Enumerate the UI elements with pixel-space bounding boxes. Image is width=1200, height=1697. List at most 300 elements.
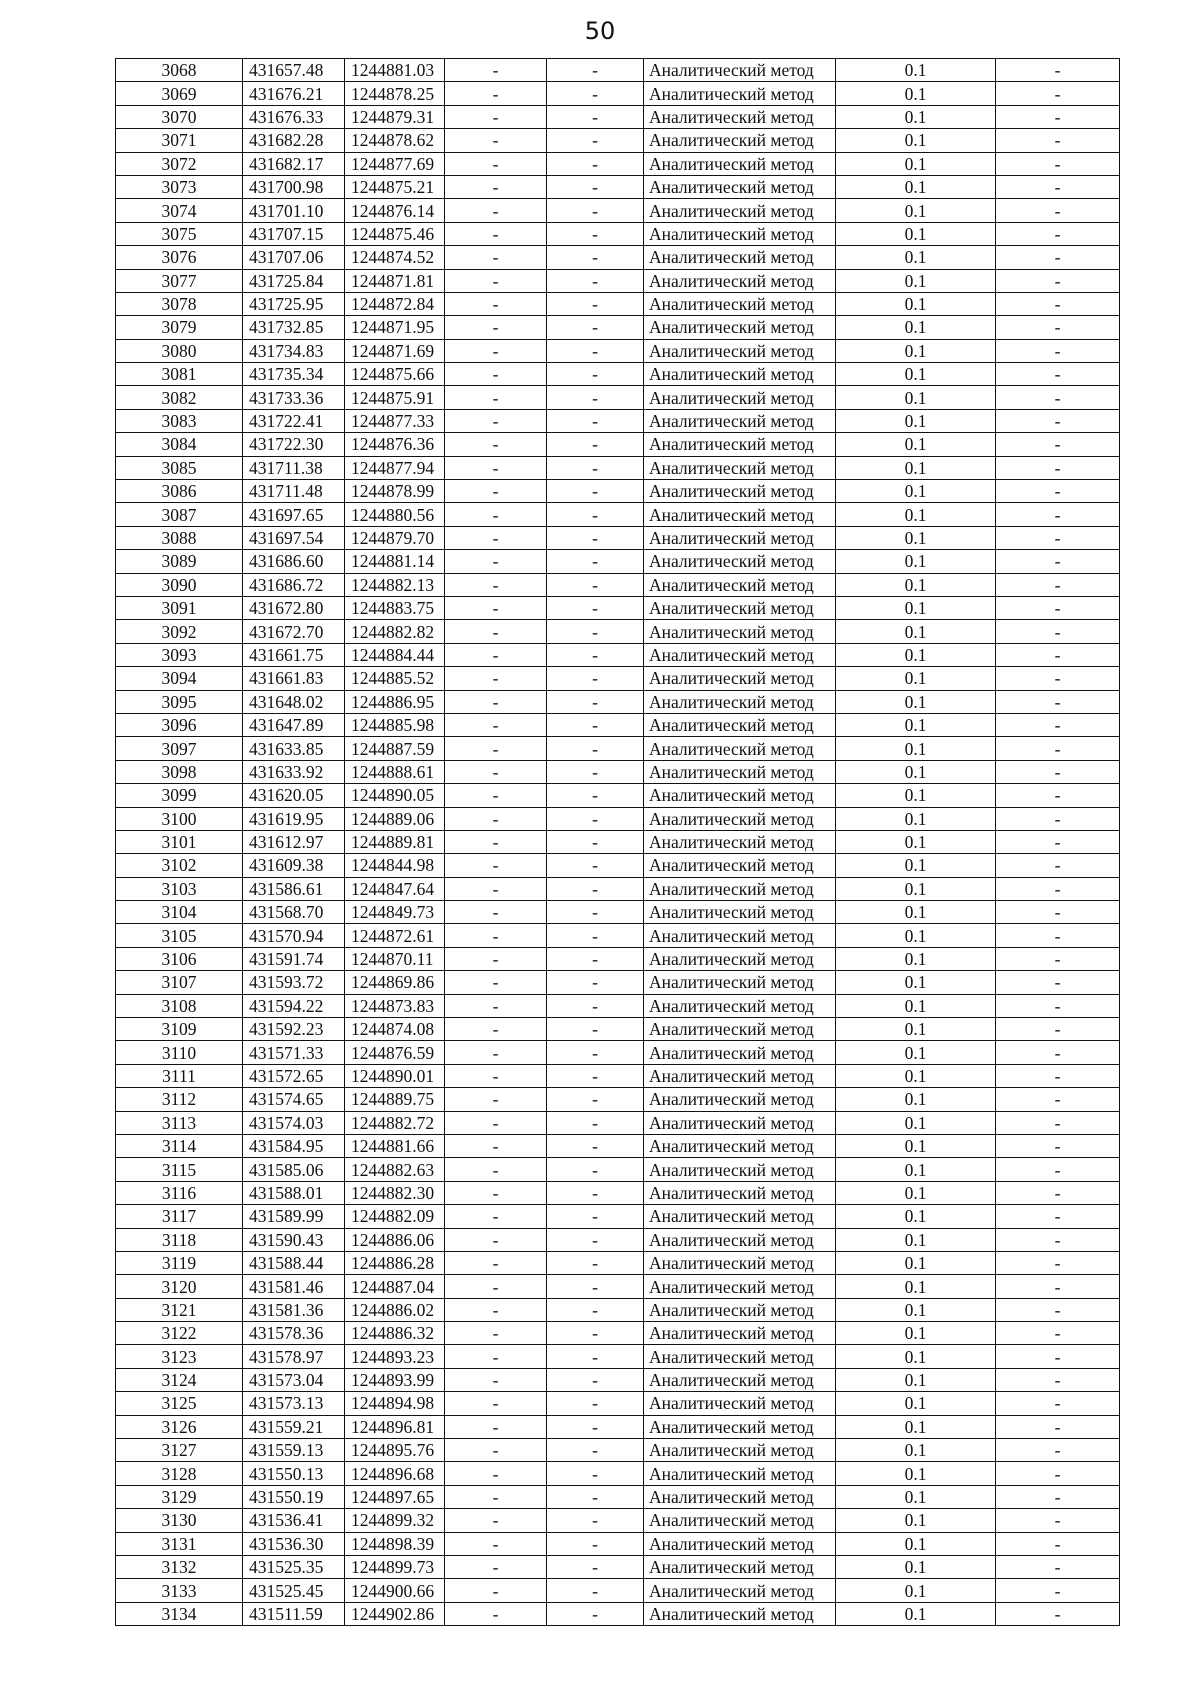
accuracy-cell: 0.1	[836, 1415, 996, 1438]
y-coordinate-cell: 1244878.62	[345, 129, 445, 152]
empty-value-cell: -	[996, 316, 1120, 339]
empty-value-cell: -	[547, 1181, 644, 1204]
empty-value-cell: -	[445, 947, 547, 970]
empty-value-cell: -	[547, 1462, 644, 1485]
empty-value-cell: -	[996, 339, 1120, 362]
empty-value-cell: -	[445, 269, 547, 292]
empty-value-cell: -	[996, 1228, 1120, 1251]
empty-value-cell: -	[996, 1205, 1120, 1228]
y-coordinate-cell: 1244882.09	[345, 1205, 445, 1228]
x-coordinate-cell: 431511.59	[243, 1602, 345, 1625]
x-coordinate-cell: 431568.70	[243, 901, 345, 924]
coordinates-table	[115, 58, 1120, 1626]
point-number-cell: 3072	[116, 152, 243, 175]
x-coordinate-cell: 431559.13	[243, 1439, 345, 1462]
x-coordinate-cell: 431594.22	[243, 994, 345, 1017]
table-row	[116, 1322, 1120, 1345]
table-row	[116, 246, 1120, 269]
x-coordinate-cell: 431588.44	[243, 1251, 345, 1274]
empty-value-cell: -	[445, 1134, 547, 1157]
point-number-cell: 3094	[116, 667, 243, 690]
empty-value-cell: -	[445, 59, 547, 82]
x-coordinate-cell: 431574.65	[243, 1088, 345, 1111]
table-row	[116, 1532, 1120, 1555]
empty-value-cell: -	[996, 830, 1120, 853]
empty-value-cell: -	[547, 1088, 644, 1111]
empty-value-cell: -	[445, 199, 547, 222]
point-number-cell: 3087	[116, 503, 243, 526]
point-number-cell: 3118	[116, 1228, 243, 1251]
method-cell: Аналитический метод	[644, 1439, 836, 1462]
empty-value-cell: -	[445, 901, 547, 924]
empty-value-cell: -	[996, 480, 1120, 503]
table-row	[116, 1602, 1120, 1625]
y-coordinate-cell: 1244890.01	[345, 1064, 445, 1087]
method-cell: Аналитический метод	[644, 480, 836, 503]
method-cell: Аналитический метод	[644, 947, 836, 970]
empty-value-cell: -	[445, 503, 547, 526]
table-row	[116, 1228, 1120, 1251]
empty-value-cell: -	[996, 386, 1120, 409]
empty-value-cell: -	[547, 1275, 644, 1298]
method-cell: Аналитический метод	[644, 1579, 836, 1602]
empty-value-cell: -	[547, 784, 644, 807]
method-cell: Аналитический метод	[644, 596, 836, 619]
point-number-cell: 3113	[116, 1111, 243, 1134]
y-coordinate-cell: 1244899.32	[345, 1509, 445, 1532]
x-coordinate-cell: 431620.05	[243, 784, 345, 807]
x-coordinate-cell: 431707.06	[243, 246, 345, 269]
point-number-cell: 3122	[116, 1322, 243, 1345]
table-row	[116, 947, 1120, 970]
method-cell: Аналитический метод	[644, 433, 836, 456]
x-coordinate-cell: 431682.17	[243, 152, 345, 175]
table-row	[116, 1018, 1120, 1041]
y-coordinate-cell: 1244886.32	[345, 1322, 445, 1345]
point-number-cell: 3101	[116, 830, 243, 853]
empty-value-cell: -	[547, 1298, 644, 1321]
table-row	[116, 456, 1120, 479]
empty-value-cell: -	[445, 292, 547, 315]
empty-value-cell: -	[547, 82, 644, 105]
empty-value-cell: -	[547, 1392, 644, 1415]
empty-value-cell: -	[547, 760, 644, 783]
x-coordinate-cell: 431581.46	[243, 1275, 345, 1298]
x-coordinate-cell: 431672.80	[243, 596, 345, 619]
y-coordinate-cell: 1244890.05	[345, 784, 445, 807]
point-number-cell: 3104	[116, 901, 243, 924]
x-coordinate-cell: 431734.83	[243, 339, 345, 362]
table-row	[116, 643, 1120, 666]
x-coordinate-cell: 431733.36	[243, 386, 345, 409]
empty-value-cell: -	[996, 246, 1120, 269]
accuracy-cell: 0.1	[836, 480, 996, 503]
table-row	[116, 292, 1120, 315]
point-number-cell: 3098	[116, 760, 243, 783]
accuracy-cell: 0.1	[836, 105, 996, 128]
table-row	[116, 1088, 1120, 1111]
point-number-cell: 3115	[116, 1158, 243, 1181]
empty-value-cell: -	[996, 573, 1120, 596]
method-cell: Аналитический метод	[644, 830, 836, 853]
y-coordinate-cell: 1244886.95	[345, 690, 445, 713]
accuracy-cell: 0.1	[836, 1345, 996, 1368]
point-number-cell: 3126	[116, 1415, 243, 1438]
empty-value-cell: -	[547, 1439, 644, 1462]
empty-value-cell: -	[445, 175, 547, 198]
point-number-cell: 3092	[116, 620, 243, 643]
y-coordinate-cell: 1244877.94	[345, 456, 445, 479]
empty-value-cell: -	[996, 526, 1120, 549]
empty-value-cell: -	[996, 1532, 1120, 1555]
empty-value-cell: -	[996, 901, 1120, 924]
point-number-cell: 3106	[116, 947, 243, 970]
x-coordinate-cell: 431536.41	[243, 1509, 345, 1532]
page-number: 50	[584, 17, 616, 45]
x-coordinate-cell: 431676.33	[243, 105, 345, 128]
x-coordinate-cell: 431686.60	[243, 550, 345, 573]
method-cell: Аналитический метод	[644, 971, 836, 994]
table-row	[116, 1556, 1120, 1579]
x-coordinate-cell: 431661.75	[243, 643, 345, 666]
y-coordinate-cell: 1244878.99	[345, 480, 445, 503]
x-coordinate-cell: 431657.48	[243, 59, 345, 82]
y-coordinate-cell: 1244902.86	[345, 1602, 445, 1625]
accuracy-cell: 0.1	[836, 363, 996, 386]
point-number-cell: 3079	[116, 316, 243, 339]
x-coordinate-cell: 431633.92	[243, 760, 345, 783]
table-row	[116, 1158, 1120, 1181]
point-number-cell: 3129	[116, 1485, 243, 1508]
point-number-cell: 3128	[116, 1462, 243, 1485]
x-coordinate-cell: 431588.01	[243, 1181, 345, 1204]
y-coordinate-cell: 1244875.66	[345, 363, 445, 386]
x-coordinate-cell: 431550.19	[243, 1485, 345, 1508]
empty-value-cell: -	[547, 807, 644, 830]
empty-value-cell: -	[445, 1509, 547, 1532]
accuracy-cell: 0.1	[836, 573, 996, 596]
empty-value-cell: -	[445, 1111, 547, 1134]
x-coordinate-cell: 431581.36	[243, 1298, 345, 1321]
empty-value-cell: -	[445, 924, 547, 947]
accuracy-cell: 0.1	[836, 1228, 996, 1251]
empty-value-cell: -	[547, 1415, 644, 1438]
y-coordinate-cell: 1244889.81	[345, 830, 445, 853]
y-coordinate-cell: 1244876.36	[345, 433, 445, 456]
point-number-cell: 3081	[116, 363, 243, 386]
method-cell: Аналитический метод	[644, 1322, 836, 1345]
empty-value-cell: -	[445, 82, 547, 105]
empty-value-cell: -	[547, 1556, 644, 1579]
point-number-cell: 3102	[116, 854, 243, 877]
empty-value-cell: -	[996, 550, 1120, 573]
empty-value-cell: -	[445, 1532, 547, 1555]
point-number-cell: 3084	[116, 433, 243, 456]
method-cell: Аналитический метод	[644, 737, 836, 760]
table-row	[116, 526, 1120, 549]
method-cell: Аналитический метод	[644, 1111, 836, 1134]
accuracy-cell: 0.1	[836, 994, 996, 1017]
empty-value-cell: -	[996, 199, 1120, 222]
empty-value-cell: -	[445, 1579, 547, 1602]
x-coordinate-cell: 431609.38	[243, 854, 345, 877]
empty-value-cell: -	[445, 1415, 547, 1438]
point-number-cell: 3078	[116, 292, 243, 315]
empty-value-cell: -	[996, 456, 1120, 479]
empty-value-cell: -	[996, 152, 1120, 175]
table-row	[116, 690, 1120, 713]
empty-value-cell: -	[996, 760, 1120, 783]
x-coordinate-cell: 431697.65	[243, 503, 345, 526]
method-cell: Аналитический метод	[644, 152, 836, 175]
method-cell: Аналитический метод	[644, 807, 836, 830]
x-coordinate-cell: 431578.97	[243, 1345, 345, 1368]
empty-value-cell: -	[547, 643, 644, 666]
point-number-cell: 3108	[116, 994, 243, 1017]
empty-value-cell: -	[996, 1251, 1120, 1274]
empty-value-cell: -	[996, 363, 1120, 386]
table-row	[116, 1181, 1120, 1204]
point-number-cell: 3069	[116, 82, 243, 105]
method-cell: Аналитический метод	[644, 59, 836, 82]
empty-value-cell: -	[996, 269, 1120, 292]
table-row	[116, 1485, 1120, 1508]
y-coordinate-cell: 1244879.70	[345, 526, 445, 549]
point-number-cell: 3132	[116, 1556, 243, 1579]
empty-value-cell: -	[547, 830, 644, 853]
table-row	[116, 409, 1120, 432]
point-number-cell: 3076	[116, 246, 243, 269]
empty-value-cell: -	[547, 971, 644, 994]
empty-value-cell: -	[547, 713, 644, 736]
point-number-cell: 3083	[116, 409, 243, 432]
y-coordinate-cell: 1244875.21	[345, 175, 445, 198]
method-cell: Аналитический метод	[644, 550, 836, 573]
point-number-cell: 3121	[116, 1298, 243, 1321]
accuracy-cell: 0.1	[836, 433, 996, 456]
method-cell: Аналитический метод	[644, 1485, 836, 1508]
method-cell: Аналитический метод	[644, 1018, 836, 1041]
point-number-cell: 3112	[116, 1088, 243, 1111]
method-cell: Аналитический метод	[644, 409, 836, 432]
x-coordinate-cell: 431672.70	[243, 620, 345, 643]
accuracy-cell: 0.1	[836, 1368, 996, 1391]
empty-value-cell: -	[547, 1018, 644, 1041]
empty-value-cell: -	[547, 152, 644, 175]
method-cell: Аналитический метод	[644, 1345, 836, 1368]
accuracy-cell: 0.1	[836, 82, 996, 105]
empty-value-cell: -	[445, 807, 547, 830]
empty-value-cell: -	[445, 1602, 547, 1625]
empty-value-cell: -	[547, 1134, 644, 1157]
empty-value-cell: -	[996, 1602, 1120, 1625]
empty-value-cell: -	[547, 737, 644, 760]
accuracy-cell: 0.1	[836, 526, 996, 549]
y-coordinate-cell: 1244900.66	[345, 1579, 445, 1602]
method-cell: Аналитический метод	[644, 854, 836, 877]
table-row	[116, 433, 1120, 456]
empty-value-cell: -	[996, 924, 1120, 947]
table-row	[116, 971, 1120, 994]
table-row	[116, 924, 1120, 947]
empty-value-cell: -	[996, 1392, 1120, 1415]
y-coordinate-cell: 1244899.73	[345, 1556, 445, 1579]
method-cell: Аналитический метод	[644, 292, 836, 315]
y-coordinate-cell: 1244894.98	[345, 1392, 445, 1415]
empty-value-cell: -	[996, 947, 1120, 970]
table-row	[116, 386, 1120, 409]
empty-value-cell: -	[547, 175, 644, 198]
y-coordinate-cell: 1244874.52	[345, 246, 445, 269]
accuracy-cell: 0.1	[836, 737, 996, 760]
accuracy-cell: 0.1	[836, 1602, 996, 1625]
table-row	[116, 573, 1120, 596]
x-coordinate-cell: 431559.21	[243, 1415, 345, 1438]
empty-value-cell: -	[547, 877, 644, 900]
table-row	[116, 1415, 1120, 1438]
point-number-cell: 3130	[116, 1509, 243, 1532]
empty-value-cell: -	[445, 386, 547, 409]
empty-value-cell: -	[996, 737, 1120, 760]
x-coordinate-cell: 431725.95	[243, 292, 345, 315]
y-coordinate-cell: 1244888.61	[345, 760, 445, 783]
method-cell: Аналитический метод	[644, 1205, 836, 1228]
accuracy-cell: 0.1	[836, 175, 996, 198]
empty-value-cell: -	[445, 1392, 547, 1415]
empty-value-cell: -	[547, 129, 644, 152]
empty-value-cell: -	[445, 667, 547, 690]
y-coordinate-cell: 1244882.30	[345, 1181, 445, 1204]
x-coordinate-cell: 431578.36	[243, 1322, 345, 1345]
method-cell: Аналитический метод	[644, 339, 836, 362]
point-number-cell: 3090	[116, 573, 243, 596]
empty-value-cell: -	[996, 971, 1120, 994]
empty-value-cell: -	[445, 433, 547, 456]
method-cell: Аналитический метод	[644, 199, 836, 222]
accuracy-cell: 0.1	[836, 1392, 996, 1415]
empty-value-cell: -	[445, 1485, 547, 1508]
point-number-cell: 3120	[116, 1275, 243, 1298]
method-cell: Аналитический метод	[644, 316, 836, 339]
accuracy-cell: 0.1	[836, 386, 996, 409]
empty-value-cell: -	[445, 854, 547, 877]
y-coordinate-cell: 1244879.31	[345, 105, 445, 128]
x-coordinate-cell: 431590.43	[243, 1228, 345, 1251]
empty-value-cell: -	[547, 573, 644, 596]
accuracy-cell: 0.1	[836, 1298, 996, 1321]
empty-value-cell: -	[547, 456, 644, 479]
accuracy-cell: 0.1	[836, 1485, 996, 1508]
method-cell: Аналитический метод	[644, 784, 836, 807]
y-coordinate-cell: 1244869.86	[345, 971, 445, 994]
y-coordinate-cell: 1244896.68	[345, 1462, 445, 1485]
accuracy-cell: 0.1	[836, 643, 996, 666]
y-coordinate-cell: 1244882.82	[345, 620, 445, 643]
empty-value-cell: -	[996, 1485, 1120, 1508]
accuracy-cell: 0.1	[836, 1556, 996, 1579]
empty-value-cell: -	[445, 1064, 547, 1087]
empty-value-cell: -	[445, 222, 547, 245]
method-cell: Аналитический метод	[644, 1251, 836, 1274]
table-row	[116, 339, 1120, 362]
method-cell: Аналитический метод	[644, 1556, 836, 1579]
method-cell: Аналитический метод	[644, 1462, 836, 1485]
x-coordinate-cell: 431570.94	[243, 924, 345, 947]
accuracy-cell: 0.1	[836, 971, 996, 994]
y-coordinate-cell: 1244883.75	[345, 596, 445, 619]
accuracy-cell: 0.1	[836, 1509, 996, 1532]
empty-value-cell: -	[547, 526, 644, 549]
empty-value-cell: -	[445, 1158, 547, 1181]
y-coordinate-cell: 1244897.65	[345, 1485, 445, 1508]
point-number-cell: 3105	[116, 924, 243, 947]
point-number-cell: 3127	[116, 1439, 243, 1462]
table-row	[116, 1462, 1120, 1485]
accuracy-cell: 0.1	[836, 807, 996, 830]
y-coordinate-cell: 1244895.76	[345, 1439, 445, 1462]
table-row	[116, 596, 1120, 619]
table-row	[116, 901, 1120, 924]
empty-value-cell: -	[445, 1228, 547, 1251]
empty-value-cell: -	[996, 620, 1120, 643]
method-cell: Аналитический метод	[644, 269, 836, 292]
empty-value-cell: -	[547, 1041, 644, 1064]
method-cell: Аналитический метод	[644, 386, 836, 409]
method-cell: Аналитический метод	[644, 713, 836, 736]
y-coordinate-cell: 1244884.44	[345, 643, 445, 666]
empty-value-cell: -	[547, 690, 644, 713]
empty-value-cell: -	[547, 480, 644, 503]
empty-value-cell: -	[996, 643, 1120, 666]
table-row	[116, 269, 1120, 292]
point-number-cell: 3111	[116, 1064, 243, 1087]
x-coordinate-cell: 431585.06	[243, 1158, 345, 1181]
empty-value-cell: -	[445, 573, 547, 596]
empty-value-cell: -	[445, 830, 547, 853]
method-cell: Аналитический метод	[644, 760, 836, 783]
empty-value-cell: -	[996, 994, 1120, 1017]
table-body	[116, 59, 1120, 1626]
empty-value-cell: -	[547, 246, 644, 269]
y-coordinate-cell: 1244898.39	[345, 1532, 445, 1555]
method-cell: Аналитический метод	[644, 1134, 836, 1157]
accuracy-cell: 0.1	[836, 667, 996, 690]
point-number-cell: 3125	[116, 1392, 243, 1415]
x-coordinate-cell: 431572.65	[243, 1064, 345, 1087]
method-cell: Аналитический метод	[644, 1158, 836, 1181]
x-coordinate-cell: 431589.99	[243, 1205, 345, 1228]
empty-value-cell: -	[996, 1368, 1120, 1391]
table-row	[116, 830, 1120, 853]
method-cell: Аналитический метод	[644, 924, 836, 947]
accuracy-cell: 0.1	[836, 1018, 996, 1041]
method-cell: Аналитический метод	[644, 175, 836, 198]
y-coordinate-cell: 1244876.59	[345, 1041, 445, 1064]
table-row	[116, 854, 1120, 877]
empty-value-cell: -	[996, 1462, 1120, 1485]
point-number-cell: 3100	[116, 807, 243, 830]
empty-value-cell: -	[547, 947, 644, 970]
empty-value-cell: -	[547, 550, 644, 573]
accuracy-cell: 0.1	[836, 901, 996, 924]
table-row	[116, 129, 1120, 152]
empty-value-cell: -	[445, 526, 547, 549]
empty-value-cell: -	[445, 994, 547, 1017]
empty-value-cell: -	[996, 129, 1120, 152]
empty-value-cell: -	[996, 1018, 1120, 1041]
table-row	[116, 1345, 1120, 1368]
y-coordinate-cell: 1244849.73	[345, 901, 445, 924]
